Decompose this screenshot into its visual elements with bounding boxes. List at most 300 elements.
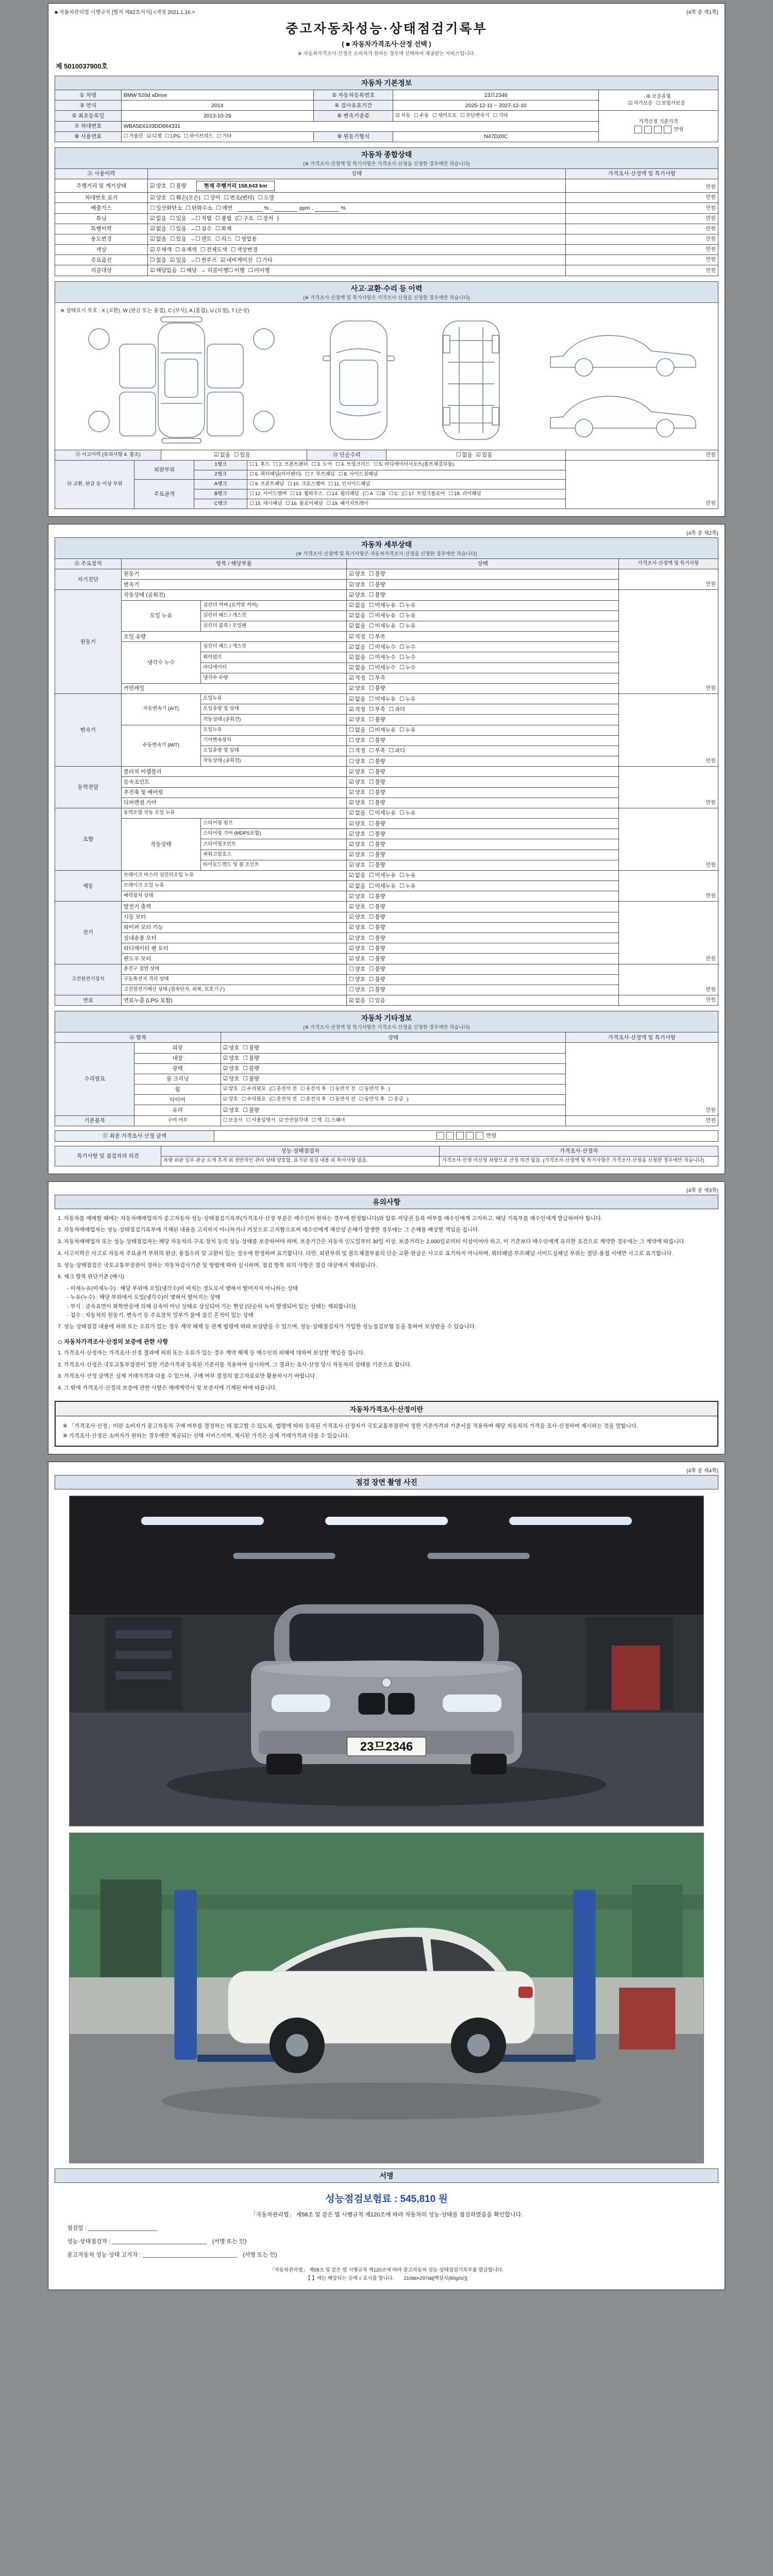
checkbox-option[interactable] [349,903,365,910]
table-cell [161,450,307,460]
checkbox-option[interactable] [243,1075,259,1082]
checkbox-unchecked-icon: ☐ [389,490,394,497]
checkbox-option[interactable] [170,225,187,232]
checkbox-option[interactable] [223,1044,240,1052]
checkbox-option[interactable] [399,696,416,703]
checkbox-option[interactable] [349,986,365,993]
checkbox-label: 양호 [355,571,365,578]
checkbox-option[interactable] [349,893,365,900]
checkbox-option[interactable] [195,215,212,222]
table-row [55,234,718,244]
cell-text: 라디에이터 [203,664,227,670]
checkbox-option[interactable] [369,809,396,817]
checkbox-option[interactable] [432,113,457,120]
checkbox-option[interactable] [290,491,323,498]
checkbox-option[interactable] [223,1075,240,1082]
checkbox-checked-icon: ☑ [349,778,354,785]
table-cell [347,798,619,808]
checkbox-option[interactable] [369,768,385,775]
checkbox-option[interactable] [456,451,473,459]
checkbox-option[interactable] [349,685,365,692]
checkbox-option[interactable] [369,758,385,765]
checkbox-option[interactable] [460,113,489,120]
fee-label: 성능점검보험료 : [325,2194,398,2205]
checkbox-option[interactable] [215,225,232,232]
checkbox-option[interactable] [195,257,217,264]
checkbox-option[interactable] [656,100,685,107]
checkbox-option[interactable] [349,955,365,962]
checkbox-option[interactable] [369,965,385,973]
checkbox-option[interactable] [349,831,365,838]
checkbox-unchecked-icon: ☐ [368,716,374,723]
mileage-row-cell [148,179,566,193]
table-cell [121,787,347,798]
checkbox-option[interactable] [493,113,508,120]
checkbox-option[interactable] [449,491,481,498]
checkbox-option[interactable] [403,491,445,498]
checkbox-option[interactable] [389,747,406,754]
checkbox-unchecked-icon: ☐ [368,862,374,869]
checkbox-label: 11. 인사이드패널 [334,481,371,487]
checkbox-unchecked-icon: ☐ [368,581,374,588]
checkbox-option[interactable] [328,481,370,488]
photo-lift-svg [70,1833,703,2163]
checkbox-option[interactable] [369,997,385,1004]
header-cell [55,964,122,995]
checkbox-unchecked-icon: ☐ [249,490,254,497]
header-cell [55,100,122,111]
checkbox-option[interactable] [369,622,396,630]
checkbox-option[interactable] [369,935,385,942]
checkbox-option[interactable] [369,820,385,827]
checkbox-option[interactable] [170,215,187,222]
checkbox-option[interactable] [369,747,385,754]
checkbox-option[interactable] [349,799,365,806]
checkbox-option[interactable] [349,809,365,817]
checkbox-option[interactable] [349,716,365,723]
car-diagrams [60,316,713,445]
checkbox-option[interactable] [349,778,365,786]
checkbox-option[interactable] [399,602,416,609]
checkbox-option[interactable] [214,451,230,459]
checkbox-unchecked-icon: ☐ [215,236,221,243]
table-cell [565,193,718,203]
status-symbol-legend: ※ 상태표시 부호 : X (교환), W (판금 또는 용접), C (부식), A (흠집), U (요철), T (손상) [60,308,249,314]
car-diagram-box [55,302,718,450]
checkbox-unchecked-icon: ☐ [456,452,461,459]
checkbox-label: 미세누유 [375,872,396,879]
checkbox-option[interactable] [279,1117,308,1124]
checkbox-option[interactable] [369,674,385,682]
checkbox-option[interactable] [170,194,200,201]
checkbox-option[interactable] [249,491,287,498]
header-cell [135,460,194,480]
checkbox-option[interactable] [349,737,365,744]
header-cell [55,569,122,589]
checkbox-option[interactable] [399,622,416,630]
checkbox-option[interactable] [349,747,365,754]
checkbox-option[interactable] [369,664,396,671]
checkbox-option[interactable] [349,913,365,921]
checkbox-option[interactable] [349,935,365,942]
checkbox-option[interactable] [184,133,213,140]
cell-text: 가격조사·산정자 [559,1148,598,1155]
checkbox-label: 운전석 전 [276,1096,297,1103]
checkbox-option[interactable] [369,955,385,962]
checkbox-option[interactable] [274,462,308,468]
checkbox-label: 부족 [375,706,385,713]
checkbox-option[interactable] [389,491,398,498]
checkbox-option[interactable] [369,612,396,619]
checkbox-option[interactable] [399,872,416,879]
checkbox-option[interactable] [312,462,332,468]
checkbox-option[interactable] [170,235,187,243]
checkbox-option[interactable] [399,643,416,651]
checkbox-option[interactable] [399,612,416,619]
cell-text: 연료누출 (LPG 포함) [123,997,173,1004]
checkbox-option[interactable] [124,133,143,140]
checkbox-option[interactable] [349,965,365,973]
checkbox-option[interactable] [147,133,162,140]
checkbox-option[interactable] [305,471,335,478]
cell-text: 타이어 [170,1096,186,1103]
checkbox-option[interactable] [359,1096,385,1103]
checkbox-option[interactable] [369,654,396,661]
checkbox-option[interactable] [271,1086,297,1093]
checkbox-label: 6. 쿼터패널(리어펜더) [255,471,302,478]
checkbox-label: 미세누유 [375,623,396,630]
checkbox-option[interactable] [349,664,365,671]
checkbox-option[interactable] [243,1065,259,1072]
checkbox-option[interactable] [349,643,365,651]
table-cell [347,642,619,652]
checkbox-option[interactable] [150,246,172,253]
checkbox-option[interactable] [369,851,385,858]
checkbox-option[interactable] [288,481,325,488]
checkbox-label: 양호 [355,685,365,692]
inspection-photo-lift [69,1833,704,2163]
checkbox-option[interactable] [256,257,273,264]
checkbox-option[interactable] [249,471,301,478]
checkbox-option[interactable] [369,602,396,609]
sheet-2 [48,524,725,1174]
checkbox-option[interactable] [216,205,232,212]
checkbox-option[interactable] [223,1055,240,1062]
checkbox-option[interactable] [369,643,396,651]
checkbox-option[interactable] [369,685,385,692]
checkbox-option[interactable] [236,235,257,243]
checkbox-option[interactable] [349,841,365,848]
checkbox-option[interactable] [330,1096,356,1103]
checkbox-option[interactable] [369,872,396,879]
car-diagram-underbody [427,316,515,445]
checkbox-option[interactable] [325,1117,345,1124]
checkbox-label: 양호 [355,852,365,858]
checkbox-option[interactable] [223,1117,243,1124]
table-cell [148,255,566,265]
checkbox-checked-icon: ☑ [349,675,354,682]
checkbox-unchecked-icon: ☐ [311,462,316,468]
checkbox-option[interactable] [399,654,416,661]
checkbox-unchecked-icon: ☐ [389,748,394,754]
checkbox-label: 양호 [229,1076,240,1082]
checkbox-option[interactable] [257,215,274,222]
checkbox-option[interactable] [204,194,221,201]
checkbox-option[interactable] [369,778,385,786]
table-cell [55,224,148,234]
checkbox-option[interactable] [389,1096,404,1103]
checkbox-option[interactable] [359,1086,385,1093]
checkbox-label: 양호 [355,831,365,837]
checkbox-checked-icon: ☑ [349,665,354,671]
checkbox-checked-icon: ☑ [214,452,219,459]
checkbox-option[interactable] [243,1107,259,1114]
checkbox-option[interactable] [349,976,365,983]
table-cell [247,480,566,489]
checkbox-option[interactable] [349,924,365,931]
checkbox-option[interactable] [271,1096,297,1103]
checkbox-option[interactable] [349,861,365,869]
checkbox-option[interactable] [364,491,373,498]
checkbox-option[interactable] [242,1086,266,1093]
checkbox-option[interactable] [165,133,181,140]
checkbox-option[interactable] [246,1117,275,1124]
checkbox-option[interactable] [349,758,365,765]
table-cell [121,632,347,642]
checkbox-option[interactable] [215,215,232,222]
checkbox-unchecked-icon: ☐ [368,935,374,941]
checkbox-option[interactable] [349,612,365,619]
checkbox-option[interactable] [248,267,270,274]
table-row [55,193,718,203]
checkbox-option[interactable] [186,205,212,212]
checkbox-option[interactable] [369,861,385,869]
checkbox-option[interactable] [349,622,365,630]
checkbox-option[interactable] [339,471,378,478]
header-cell [194,489,247,499]
checkbox-option[interactable] [369,633,385,640]
checkbox-option[interactable] [215,235,232,243]
checkbox-option[interactable] [349,602,365,609]
checkbox-checked-icon: ☑ [223,1044,228,1051]
checkbox-option[interactable] [369,591,385,599]
checkbox-option[interactable] [150,257,166,264]
checkbox-option[interactable] [399,726,416,734]
checkbox-option[interactable] [389,706,406,713]
checkbox-option[interactable] [221,257,253,264]
table-cell [121,985,347,995]
checkbox-option[interactable] [349,883,365,890]
checkbox-option[interactable] [399,664,416,671]
table-cell [386,450,565,460]
checkbox-option[interactable] [349,570,365,578]
checkbox-option[interactable] [249,462,270,468]
checkbox-checked-icon: ☑ [349,852,354,858]
checkbox-option[interactable] [150,267,177,274]
checkbox-option[interactable] [195,225,212,232]
header-cell [55,767,122,808]
checkbox-checked-icon: ☑ [223,1096,228,1103]
page-label-2: (4쪽 중 제2쪽) [686,530,718,536]
table-cell [55,203,148,213]
table-cell [221,1084,565,1095]
checkbox-option[interactable] [369,737,385,744]
checkbox-option[interactable] [175,246,197,253]
cell-text: → [190,257,196,263]
checkbox-option[interactable] [369,789,385,796]
checkbox-option[interactable] [258,194,275,201]
cell-text: % [341,205,346,211]
checkbox-option[interactable] [150,225,166,232]
checkbox-option[interactable] [223,1096,238,1103]
checkbox-option[interactable] [349,696,365,703]
checkbox-option[interactable] [223,1065,240,1072]
checkbox-checked-icon: ☑ [150,226,155,232]
checkbox-label: 양호 [355,841,365,848]
checkbox-unchecked-icon: ☐ [399,623,405,630]
checkbox-label: 하이브리드 [189,133,213,139]
checkbox-label: 양호 [355,789,365,796]
checkbox-option[interactable] [228,267,245,274]
checkbox-option[interactable] [369,883,396,890]
checkbox-option[interactable] [369,570,385,578]
checkbox-option[interactable] [369,581,385,588]
checkbox-option[interactable] [369,799,385,806]
accident-history-note: (※ 가격조사·산정액 및 특기사항은 가격조사·산정을 신청한 경우에만 적습니다) [303,295,470,301]
checkbox-option[interactable] [224,194,255,201]
checkbox-option[interactable] [369,924,385,931]
checkbox-checked-icon: ☑ [349,716,354,723]
checkbox-option[interactable] [349,997,365,1004]
checkbox-option[interactable] [330,1086,356,1093]
checkbox-option[interactable] [369,716,385,723]
checkbox-option[interactable] [243,1055,259,1062]
checkbox-option[interactable] [369,696,396,703]
checkbox-option[interactable] [249,481,284,488]
checkbox-option[interactable] [300,1096,326,1103]
checkbox-label: 부족 [375,633,385,640]
checkbox-option[interactable] [242,1096,266,1103]
cell-text: 외장 [172,1044,183,1051]
checkbox-option[interactable] [369,976,385,983]
checkbox-option[interactable] [349,633,365,640]
checkbox-option[interactable] [377,491,385,498]
checkbox-option[interactable] [369,706,385,713]
checkbox-option[interactable] [349,706,365,713]
checkbox-option[interactable] [369,893,385,900]
checkbox-option[interactable] [349,674,365,682]
car-diagram-side-views [540,316,705,445]
checkbox-unchecked-icon: ☐ [258,194,263,201]
cell-text: 타이로드엔드 및 볼 조인트 [203,861,259,868]
checkbox-option[interactable] [628,100,652,107]
checkbox-option[interactable] [349,945,365,952]
checkbox-unchecked-icon: ☐ [150,205,155,211]
cell-text: 파워고압호스 [203,851,232,857]
checkbox-option[interactable] [223,1107,240,1114]
checkbox-label: 수리필요 [247,1096,266,1103]
checkbox-option[interactable] [349,654,365,661]
checkbox-unchecked-icon: ☐ [368,903,374,910]
checkbox-option[interactable] [249,501,282,507]
checkbox-option[interactable] [150,215,166,222]
checkbox-option[interactable] [243,1044,259,1052]
checkbox-option[interactable] [170,257,187,264]
checkbox-option[interactable] [349,726,365,734]
checkbox-option[interactable] [150,205,182,212]
checkbox-option[interactable] [349,768,365,775]
table-cell [565,203,718,213]
checkbox-option[interactable] [369,903,385,910]
table-cell [55,179,148,193]
checkbox-label: 있음 [240,452,250,459]
etc-info-band [55,1011,718,1032]
checkbox-option[interactable] [414,113,429,120]
checkbox-option[interactable] [395,113,410,120]
checkbox-option[interactable] [150,235,166,243]
checkbox-option[interactable] [231,246,258,253]
checkbox-option[interactable] [327,491,359,498]
checkbox-option[interactable] [369,913,385,921]
checkbox-option[interactable] [312,1117,322,1124]
checkbox-option[interactable] [349,851,365,858]
checkbox-option[interactable] [300,1086,326,1093]
checkbox-option[interactable] [349,820,365,827]
checkbox-option[interactable] [374,462,454,468]
checkbox-option[interactable] [234,451,250,459]
table-cell [121,995,347,1006]
checkbox-option[interactable] [399,883,416,890]
checkbox-option[interactable] [223,1086,238,1093]
checkbox-option[interactable] [349,591,365,599]
checkbox-unchecked-icon: ☐ [243,1107,248,1113]
checkbox-option[interactable] [150,182,166,190]
checkbox-option[interactable] [327,501,368,507]
checkbox-unchecked-icon: ☐ [359,1086,364,1092]
checkbox-option[interactable] [349,789,365,796]
checkbox-option[interactable] [369,831,385,838]
checkbox-option[interactable] [200,246,227,253]
checkbox-option[interactable] [399,809,416,817]
checkbox-option[interactable] [285,501,323,507]
checkbox-label: 불량 [248,1044,260,1051]
table-cell [247,470,566,480]
cell-text: 2랭크 [214,471,227,478]
checkbox-option[interactable] [180,267,197,274]
checkbox-option[interactable] [476,451,493,459]
table-cell [347,829,619,839]
checkbox-label: 불량 [248,1055,260,1062]
checkbox-option[interactable] [349,872,365,879]
checkbox-option[interactable] [335,462,370,468]
checkbox-option[interactable] [369,841,385,848]
checkbox-label: 양호 [355,820,365,827]
checkbox-option[interactable] [170,182,187,190]
checkbox-option[interactable] [195,235,212,243]
checkbox-option[interactable] [217,133,232,140]
checkbox-checked-icon: ☑ [349,883,354,889]
cell-text: 2014 [211,102,224,109]
checkbox-option[interactable] [237,215,254,222]
checkbox-label: 적정 [355,675,365,682]
checkbox-option[interactable] [369,986,385,993]
checkbox-unchecked-icon: ☐ [246,1117,251,1123]
cell-text: 작동상태 (공회전) [203,716,241,722]
checkbox-option[interactable] [369,945,385,952]
checkbox-option[interactable] [150,194,166,201]
checkbox-option[interactable] [349,581,365,588]
checkbox-option[interactable] [369,726,396,734]
